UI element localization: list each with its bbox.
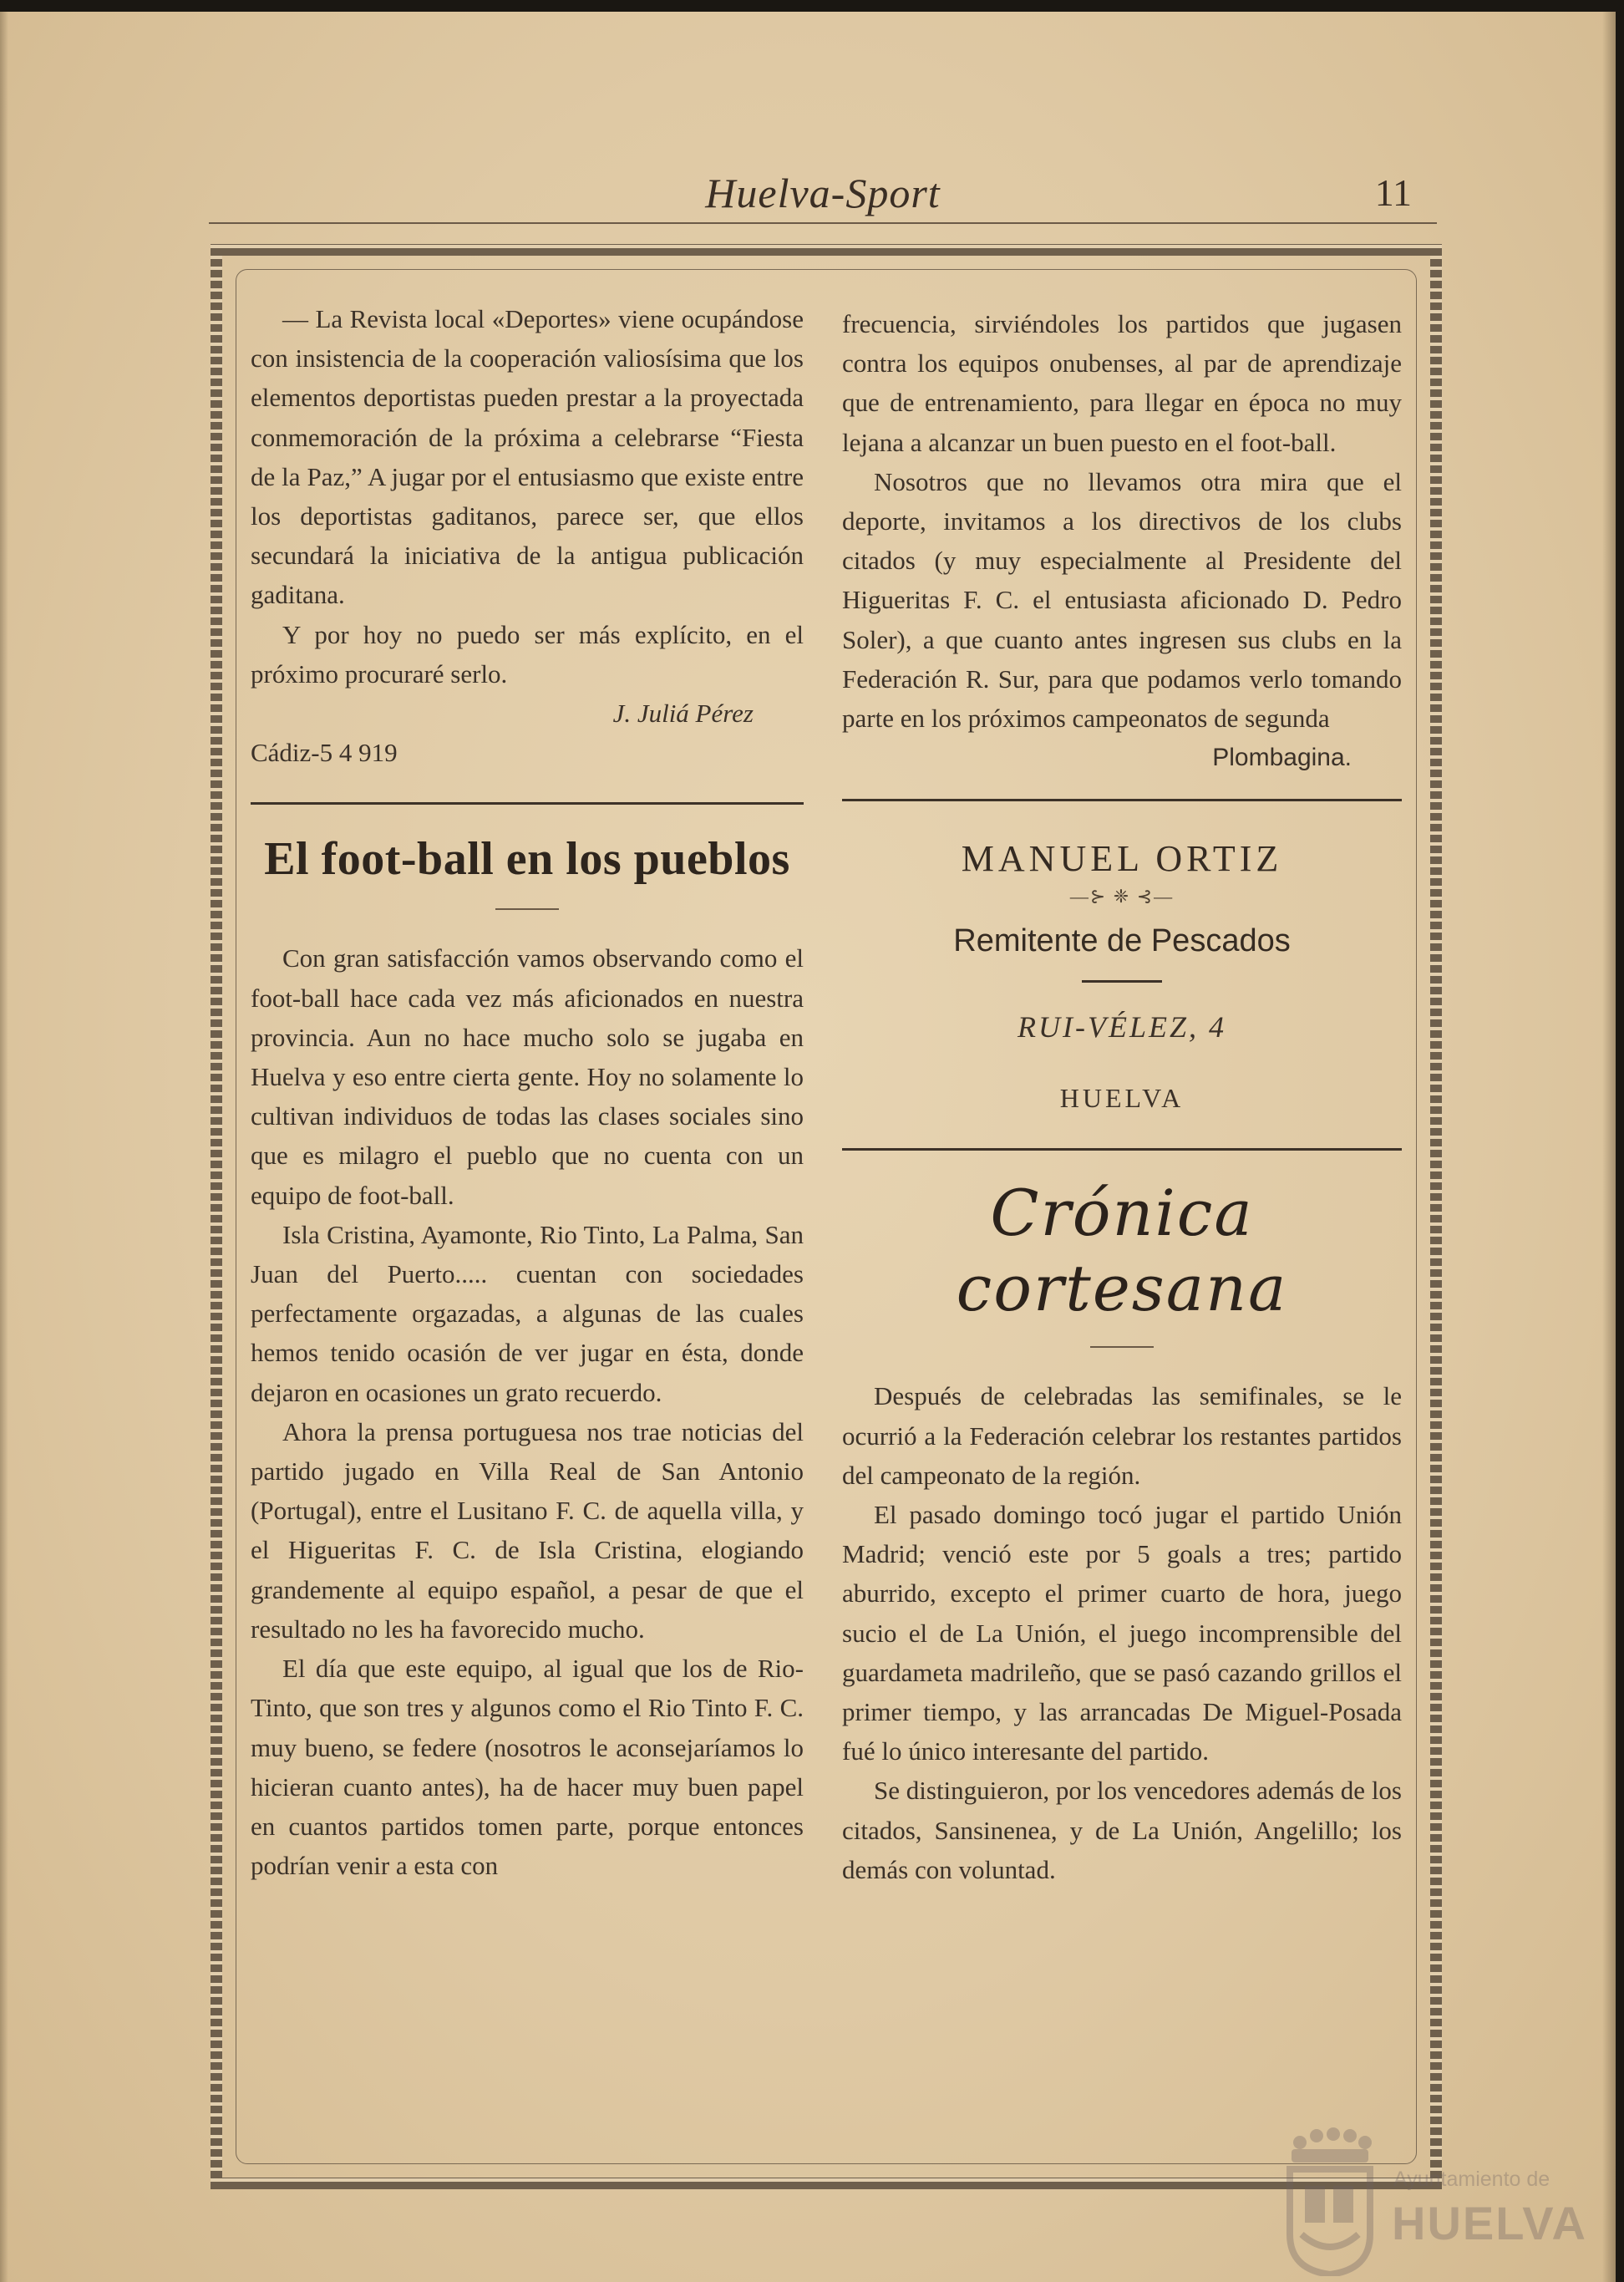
article-byline: Plombagina. xyxy=(1212,744,1352,772)
advertisement xyxy=(842,836,1402,1115)
article-paragraph: Se distinguieron, por los vencedores además de los citados, Sansinenea, y de La Unión, Angelillo; los demás con voluntad. xyxy=(842,1776,1402,1884)
letter-paragraph: — La Revista local «Deportes» viene ocupándose con insistencia de la cooperación valiosísima que los elementos deportistas pueden prestar a la proyectada conmemoración de la próxima a celebrarse “Fiesta de la Paz,” A jugar por el entusiasmo que existe entre los deportistas gaditanos, parece ser, que ellos secundará la iniciativa de la antigua publicación gaditana. xyxy=(251,304,804,610)
title-dash xyxy=(495,908,559,910)
article-paragraph: El día que este equipo, al igual que los de Rio-Tinto, que son tres y algunos como el Rio Tinto F. C. muy bueno, se federe (nosotros le aconsejaríamos lo hicieran cuanto antes), ha de hacer muy buen papel en cuantos partidos tomen parte, porque entonces podrían venir a esta con xyxy=(251,1654,804,1881)
journal-title: Huelva-Sport xyxy=(705,170,941,216)
right-column xyxy=(842,304,1402,1889)
pueblos-continued xyxy=(842,304,1402,777)
article-paragraph: Isla Cristina, Ayamonte, Rio Tinto, La Palma, San Juan del Puerto..... cuentan con sociedades perfectamente orgazadas, a algunas de las cuales hemos tenido ocasión de ver jugar en ésta, donde dejaron en ocasiones un grato recuerdo. xyxy=(251,1219,804,1407)
pueblos-article xyxy=(251,830,804,1885)
watermark-line1: Ayuntamiento de xyxy=(1393,2168,1550,2191)
left-column xyxy=(251,299,804,1885)
title-dash xyxy=(1090,1346,1154,1348)
advertiser-trade: Remitente de Pescados xyxy=(953,923,1291,959)
letter-section xyxy=(251,299,804,772)
article-title: El foot-ball en los pueblos xyxy=(264,833,790,886)
section-divider xyxy=(251,802,804,805)
advertiser-city: HUELVA xyxy=(1059,1083,1185,1114)
letter-place-date: Cádiz-5 4 919 xyxy=(251,738,398,768)
archive-watermark xyxy=(1283,2126,1587,2282)
article-paragraph: Nosotros que no llevamos otra mira que el deporte, invitamos a los directivos de los clubs citados (y muy especialmente al Presidente del Higueritas F. C. el entusiasta aficionado D. Pedro Soler), a que cuanto antes ingresen sus clubs en la Federación R. Sur, para que podamos verlo tomando parte en los próximos campeonatos de segunda xyxy=(842,466,1402,734)
running-header xyxy=(209,162,1437,224)
section-divider xyxy=(842,799,1402,801)
cronica-article xyxy=(842,1176,1402,1889)
flourish-ornament: —⊱ ❈ ⊰— xyxy=(1069,886,1175,907)
page-edge-shadow-right xyxy=(1602,12,1616,2282)
letter-paragraph: Y por hoy no puedo ser más explícito, en el próximo procuraré serlo. xyxy=(251,619,804,689)
watermark-line2: HUELVA xyxy=(1392,2197,1587,2249)
page-edge-shadow xyxy=(0,12,8,2282)
advertiser-name: MANUEL ORTIZ xyxy=(961,838,1283,880)
article-paragraph: frecuencia, sirviéndoles los partidos que jugasen contra los equipos onubenses, al par de aprendizaje que de entrenamiento, para llegar en época no muy lejana a alcanzar un buen puesto en el foot-ball. xyxy=(842,309,1402,457)
municipal-seal-icon xyxy=(1283,2126,1375,2276)
ad-short-rule xyxy=(1082,980,1162,983)
letter-signature: J. Juliá Pérez xyxy=(612,699,754,729)
article-paragraph: Después de celebradas las semifinales, se le ocurrió a la Federación celebrar los restantes partidos del campeonato de la región. xyxy=(842,1381,1402,1490)
article-title: Crónica cortesana xyxy=(956,1176,1288,1326)
section-divider xyxy=(842,1148,1402,1151)
article-paragraph: El pasado domingo tocó jugar el partido Unión Madrid; venció este por 5 goals a tres; partido aburrido, excepto el primer cuarto de hora, juego sucio el de La Unión, el juego incomprensible del guardameta madrileño, que se pasó cazando grillos el primer tiempo, y las arrancadas De Miguel-Posada fué lo único interesante del partido. xyxy=(842,1500,1402,1766)
scanned-page xyxy=(0,12,1616,2282)
article-paragraph: Con gran satisfacción vamos observando como el foot-ball hace cada vez más aficionados en nuestra provincia. Aun no hace mucho solo se jugaba en Huelva y eso entre cierta gente. Hoy no solamente lo cultivan individuos de todas las clases sociales sino que es milagro el pueblo que no cuenta con un equipo de foot-ball. xyxy=(251,943,804,1210)
article-paragraph: Ahora la prensa portuguesa nos trae noticias del partido jugado en Villa Real de San Antonio (Portugal), entre el Lusitano F. C. de aquella villa, y el Higueritas F. C. de Isla Cristina, elogiando grandemente al equipo español, a pesar de que el resultado no les ha favorecido mucho. xyxy=(251,1416,804,1644)
advertiser-address: RUI-VÉLEZ, 4 xyxy=(1018,1010,1226,1044)
page-number: 11 xyxy=(1374,171,1412,214)
